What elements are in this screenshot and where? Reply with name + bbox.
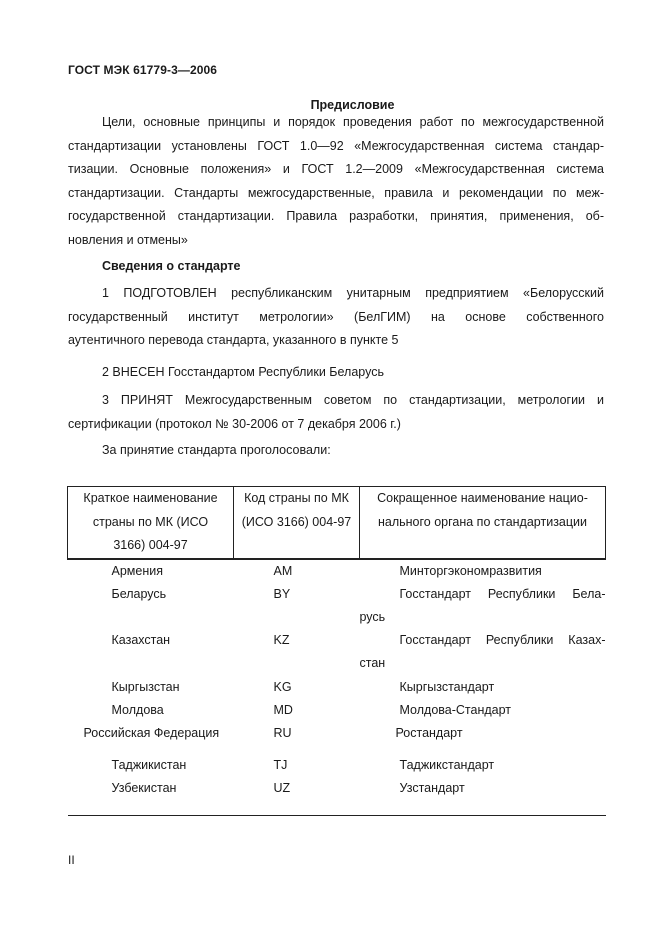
table-row (68, 676, 606, 699)
national-body: Узстандарт (360, 777, 606, 815)
national-body: Госстандарт Республики Казах- стан (359, 633, 606, 671)
item-1-line: 1 ПОДГОТОВЛЕН республиканским унитарным предприятием «Белорусский (102, 286, 604, 300)
item-2: 2 ВНЕСЕН Госстандартом Республики Беларусь (102, 365, 384, 379)
item-1-paragraph (68, 282, 604, 353)
country-code: BY (273, 586, 291, 601)
foreword-title: Предисловие (310, 98, 395, 112)
header-national-body: Сокращенное наименование нацио- нального органа по стандартизации (360, 487, 606, 559)
country-name: Узбекистан (68, 777, 234, 815)
foreword-paragraph (68, 111, 604, 253)
national-body: Молдова-Стандарт (399, 702, 511, 717)
country-code: AM (234, 559, 360, 583)
country-name: Беларусь (111, 586, 167, 601)
country-code: KG (273, 679, 292, 694)
national-body: Госстандарт Республики Бела- русь (359, 586, 606, 624)
table-row (68, 629, 606, 675)
foreword-line: тизации. Основные положения» и ГОСТ 1.2—2009 «Межгосударственная система (68, 162, 604, 177)
national-body: Минторгэкономразвития (360, 559, 606, 583)
item-3-line: 3 ПРИНЯТ Межгосударственным советом по стандартизации, метрологии и (102, 393, 604, 407)
country-code: TJ (273, 758, 288, 773)
about-standard-heading: Сведения о стандарте (102, 259, 241, 273)
country-name: Российская Федерация (83, 725, 220, 740)
page-number: II (68, 853, 75, 867)
foreword-line: новления и отмены» (68, 232, 188, 247)
national-body: Ростандарт (395, 725, 463, 740)
table-row (68, 777, 606, 815)
header-country-code: Код страны по МК (ИСО 3166) 004-97 (234, 487, 360, 559)
table-row (68, 559, 606, 583)
country-name: Армения (68, 559, 234, 583)
country-name: Таджикистан (111, 758, 187, 773)
foreword-line: стандартизации. Стандарты межгосударственные, правила и рекомендации по меж- (68, 185, 604, 200)
country-code: KZ (273, 633, 290, 648)
foreword-line: Цели, основные принципы и порядок проведения работ по межгосударственной (102, 115, 604, 129)
national-body: Таджикстандарт (399, 758, 495, 773)
national-body: Кыргызстандарт (399, 679, 495, 694)
country-code: RU (273, 725, 292, 740)
item-1-line: аутентичного перевода стандарта, указанного в пункте 5 (68, 333, 399, 348)
table-row (68, 583, 606, 629)
table-row (68, 722, 606, 745)
header-country-name: Краткое наименование страны по МК (ИСО 3166) 004-97 (68, 487, 234, 559)
foreword-line: государственной стандартизации. Правила разработки, принятия, применения, об- (68, 209, 604, 224)
country-code: UZ (234, 777, 360, 815)
country-code: MD (273, 702, 293, 717)
voting-table (67, 486, 606, 816)
item-3-line: сертификации (протокол № 30-2006 от 7 декабря 2006 г.) (68, 416, 401, 431)
country-name: Казахстан (111, 633, 171, 648)
voted-intro: За принятие стандарта проголосовали: (102, 443, 331, 457)
country-name: Кыргызстан (111, 679, 180, 694)
table-row (68, 699, 606, 722)
country-name: Молдова (111, 702, 164, 717)
document-code-header: ГОСТ МЭК 61779-3—2006 (68, 63, 218, 77)
item-3-paragraph (68, 389, 604, 436)
foreword-line: стандартизации установлены ГОСТ 1.0—92 «Межгосударственная система стандар- (68, 138, 604, 153)
table-header-row (68, 487, 606, 559)
item-1-line: государственный институт метрологии» (БелГИМ) на основе собственного (68, 309, 604, 324)
table-row (68, 745, 606, 777)
